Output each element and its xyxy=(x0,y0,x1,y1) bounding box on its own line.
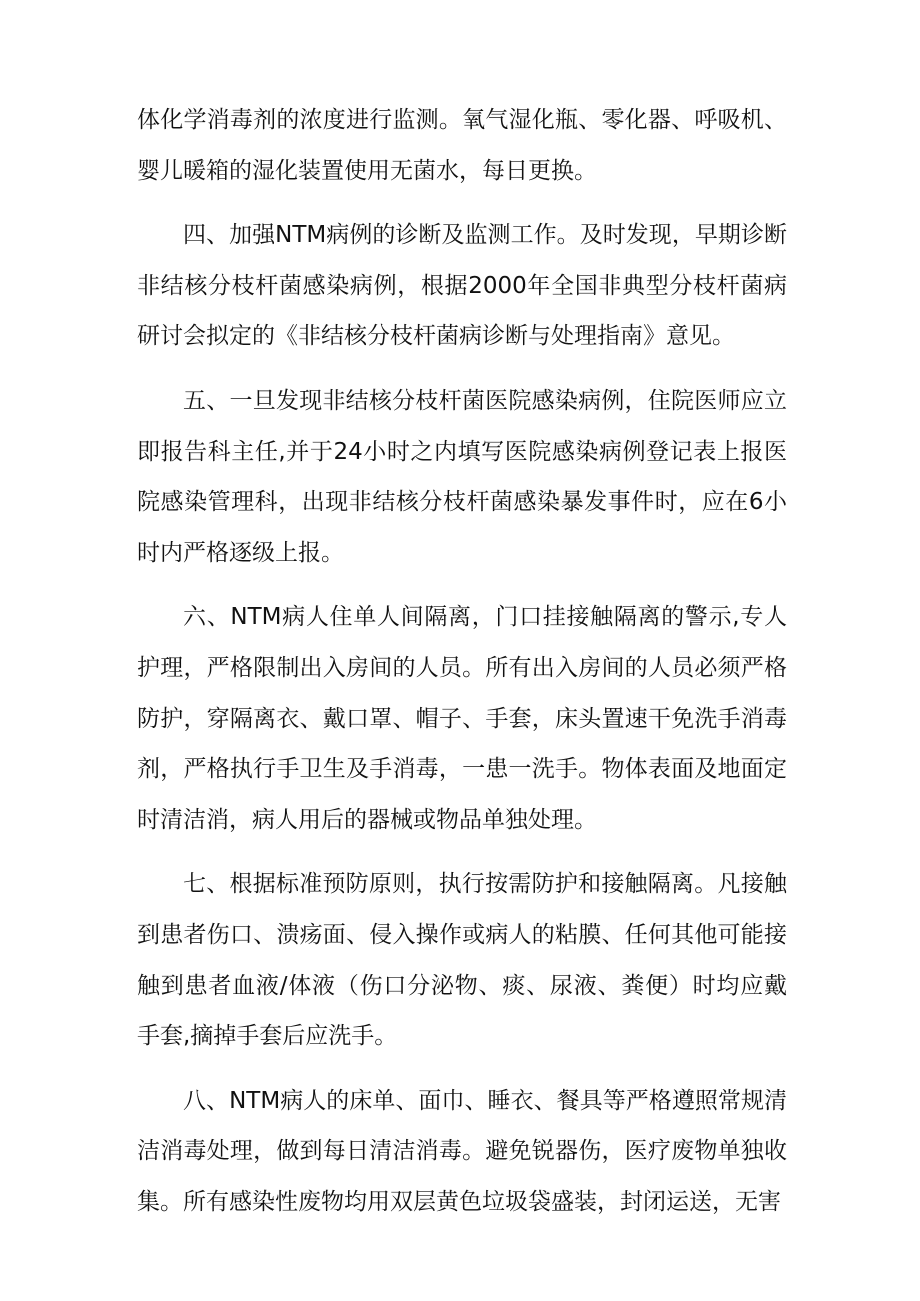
paragraph-text: 七、根据标准预防原则，执行按需防护和接触隔离。凡接触到患者伤口、溃疡面、侵入操作或病人的粘膜、任何其他可能接触到患者血液/体液（伤口分泌物、痰、尿液、粪便）时均应戴手套,摘掉手套后应洗手。 xyxy=(137,871,787,1050)
document-body xyxy=(137,95,787,1241)
paragraph-section-7 xyxy=(137,859,787,1061)
paragraph-section-5 xyxy=(137,376,787,578)
paragraph-section-8 xyxy=(137,1076,787,1228)
paragraph-continuation xyxy=(137,95,787,196)
paragraph-text: 体化学消毒剂的浓度进行监测。氧气湿化瓶、零化器、呼吸机、婴儿暖箱的湿化装置使用无菌水，每日更换。 xyxy=(137,107,787,184)
paragraph-text: 六、NTM病人住单人间隔离，门口挂接触隔离的警示,专人护理，严格限制出入房间的人员。所有出入房间的人员必须严格防护，穿隔离衣、戴口罩、帽子、手套，床头置速干免洗手消毒剂，严格执行手卫生及手消毒，一患一洗手。物体表面及地面定时清洁消，病人用后的器械或物品单独处理。 xyxy=(137,604,787,833)
paragraph-section-4 xyxy=(137,210,787,362)
paragraph-text: 四、加强NTM病例的诊断及监测工作。及时发现，早期诊断非结核分枝杆菌感染病例，根据2000年全国非典型分枝杆菌病研讨会拟定的《非结核分枝杆菌病诊断与处理指南》意见。 xyxy=(137,222,787,350)
paragraph-text: 五、一旦发现非结核分枝杆菌医院感染病例，住院医师应立即报告科主任,并于24小时之内填写医院感染病例登记表上报医院感染管理科，出现非结核分枝杆菌感染暴发事件时，应在6小时内严格逐级上报。 xyxy=(137,387,787,566)
paragraph-section-6 xyxy=(137,592,787,845)
paragraph-text: 八、NTM病人的床单、面巾、睡衣、餐具等严格遵照常规清洁消毒处理，做到每日清洁消毒。避免锐器伤，医疗废物单独收集。所有感染性废物均用双层黄色垃圾袋盛装，封闭运送，无害 xyxy=(137,1087,787,1215)
